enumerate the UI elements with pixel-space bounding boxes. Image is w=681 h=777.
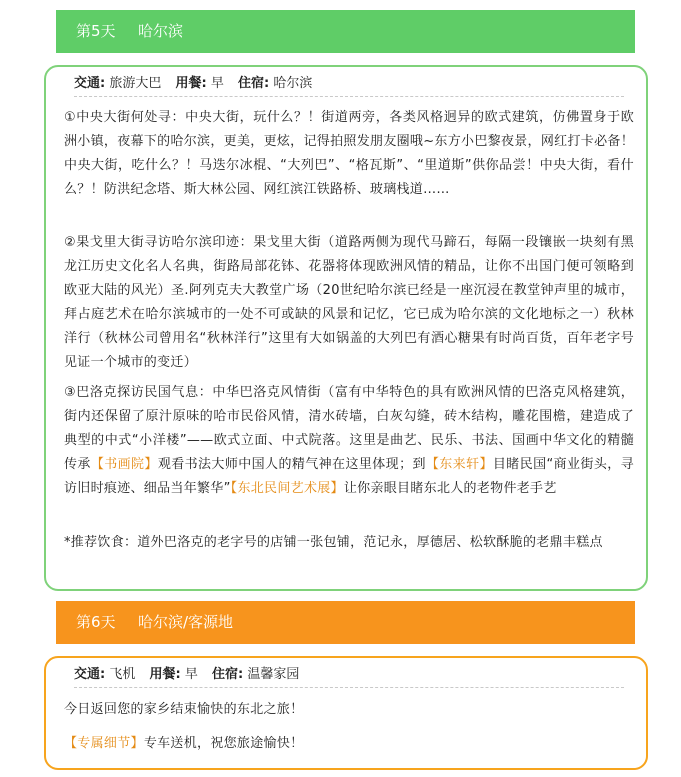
day6-stay-value: 温馨家园 <box>247 667 300 682</box>
day5-city: 哈尔滨 <box>138 22 184 40</box>
day5-paragraph-central-street: ①中央大街何处寻：中央大街，玩什么？！街道两旁，各类风格迥异的欧式建筑，仿佛置身于欧洲小镇，夜幕下的哈尔滨，更美，更炫，记得拍照发朋友圈哦~东方小巴黎夜景，网红打卡必备！中央大街，吃什么？！马迭尔冰棍、“大列巴”、“格瓦斯”、“里道斯”供你品尝！中央大街，看什么？！防洪纪念塔、斯大林公园、网红滨江铁路桥、玻璃栈道…… <box>64 110 634 197</box>
day5-stay-label: 住宿: <box>238 76 270 91</box>
day6-header <box>56 601 635 644</box>
day5-transport-label: 交通: <box>74 76 106 91</box>
day5-meal-value: 早 <box>210 76 224 91</box>
day5-header <box>56 10 635 53</box>
day6-info-row <box>74 663 624 688</box>
day5-meal-label: 用餐: <box>175 76 207 91</box>
day5-p3-text-b: 观看书法大师中国人的精气神在这里体现；到 <box>157 457 426 472</box>
day5-paragraph-gogol-street: ②果戈里大街寻访哈尔滨印迹：果戈里大街（道路两侧为现代马蹄石，每隔一段镶嵌一块刻有黑龙江历史文化名人名典，街路局部花钵、花器将体现欧洲风情的精品，让你不出国门便可领略到欧亚大陆的风光）圣.阿列克夫大教堂广场（20世纪哈尔滨已经是一座沉浸在教堂钟声里的城市，拜占庭艺术在哈尔滨城市的一处不可或缺的风景和记忆，它已成为哈尔滨的文化地标之一）秋林洋行（秋林公司曾用名“秋林洋行”这里有大如锅盖的大列巴有酒心糖果有时尚百货，百年老字号见证一个城市的变迁） <box>64 235 634 370</box>
day6-details-text: 专车送机，祝您旅途愉快！ <box>143 736 304 751</box>
day5-highlight-donglaixuan: 【东来轩】 <box>425 457 493 472</box>
day6-stay-label: 住宿: <box>212 667 244 682</box>
day6-paragraph-return: 今日返回您的家乡结束愉快的东北之旅！ <box>64 702 304 717</box>
day5-paragraph-food: *推荐饮食：道外巴洛克的老字号的店铺一张包铺，范记永，厚德居、松软酥脆的老鼎丰糕点 <box>64 535 603 550</box>
day5-p3-text-c: 目睹民国“商业街头，寻访旧时痕迹、细品当年繁华” <box>64 457 634 496</box>
day6-card <box>44 656 648 770</box>
day6-highlight-exclusive-details: 【专属细节】 <box>64 736 144 751</box>
day6-transport-value: 飞机 <box>109 667 136 682</box>
day6-transport-label: 交通: <box>74 667 106 682</box>
day5-p3-text-d: 让你亲眼目睹东北人的老物件老手艺 <box>343 481 557 496</box>
day6-number: 第6天 <box>76 613 116 631</box>
day5-highlight-folk-art-exhibit: 【东北民间艺术展】 <box>230 481 344 496</box>
day5-info-row <box>74 72 624 97</box>
day5-highlight-calligraphy-hall: 【书画院】 <box>90 457 158 472</box>
day6-meal-label: 用餐: <box>149 667 181 682</box>
day5-stay-value: 哈尔滨 <box>273 76 313 91</box>
day6-paragraph-details <box>64 732 634 756</box>
day5-card <box>44 65 648 591</box>
day5-p3-text-a: ③巴洛克探访民国气息：中华巴洛克风情街（富有中华特色的具有欧洲风情的巴洛克风格建筑，街内还保留了原汁原味的哈市民俗风情，清水砖墙，白灰勾缝，砖木结构，雕花围檐，建造成了典型的中式“小洋楼”——欧式立面、中式院落。这里是曲艺、民乐、书法、国画中华文化的精髓传承 <box>64 385 634 472</box>
day6-meal-value: 早 <box>184 667 198 682</box>
day5-transport-value: 旅游大巴 <box>109 76 162 91</box>
day6-city: 哈尔滨/客源地 <box>138 613 234 631</box>
day5-paragraph-baroque <box>64 381 634 501</box>
day5-number: 第5天 <box>76 22 116 40</box>
